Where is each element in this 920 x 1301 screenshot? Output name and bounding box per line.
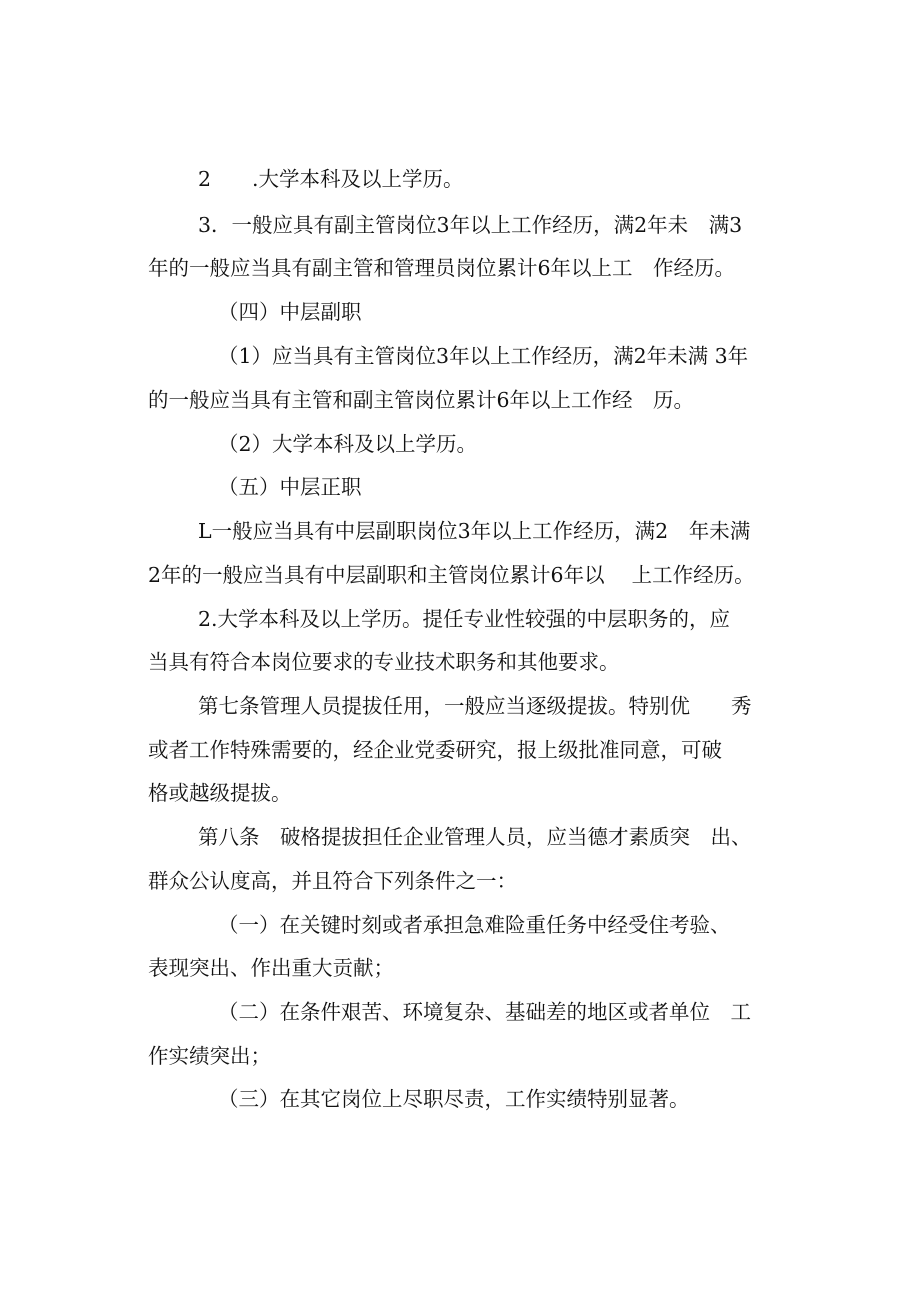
line-deputy-manager-experience: 3．一般应具有副主管岗位3年以上工作经历，满2年未 满3 (198, 213, 743, 237)
article-7-line-1: 第七条管理人员提拔任用，一般应当逐级提拔。特别优 秀 (198, 694, 752, 718)
line-middle-head-degree: 2.大学本科及以上学历。提任专业性较强的中层职务的，应 (198, 607, 731, 631)
condition-3-line-1: （三）在其它岗位上尽职尽责，工作实绩特别显著。 (218, 1087, 690, 1111)
section-heading-middle-head: （五）中层正职 (218, 475, 362, 499)
article-7-line-2: 或者工作特殊需要的，经企业党委研究，报上级批准同意，可破 (148, 738, 722, 762)
line-middle-head-degree-cont: 当具有符合本岗位要求的专业技术职务和其他要求。 (148, 650, 620, 674)
line-middle-deputy-experience-cont: 的一般应当具有主管和副主管岗位累计6年以上工作经 历。 (148, 388, 695, 412)
line-middle-deputy-experience: （1）应当具有主管岗位3年以上工作经历，满2年未满 3年 (218, 344, 749, 368)
article-7-line-3: 格或越级提拔。 (148, 781, 292, 805)
condition-2-line-1: （二）在条件艰苦、环境复杂、基础差的地区或者单位 工 (218, 1000, 751, 1024)
line-degree-requirement-1: 2 .大学本科及以上学历。 (198, 167, 464, 191)
line-deputy-manager-experience-cont: 年的一般应当具有副主管和管理员岗位累计6年以上工 作经历。 (148, 256, 736, 280)
condition-1-line-2: 表现突出、作出重大贡献； (148, 956, 394, 980)
condition-1-line-1: （一）在关键时刻或者承担急难险重任务中经受住考验、 (218, 913, 731, 937)
line-middle-head-experience: L一般应当具有中层副职岗位3年以上工作经历，满2 年未满 (198, 519, 751, 543)
article-8-line-2: 群众公认度高，并且符合下列条件之一： (148, 869, 517, 893)
condition-2-line-2: 作实绩突出； (148, 1044, 271, 1068)
line-middle-deputy-degree: （2）大学本科及以上学历。 (218, 432, 478, 456)
line-middle-head-experience-cont: 2年的一般应当具有中层副职和主管岗位累计6年以 上工作经历。 (148, 563, 755, 587)
section-heading-middle-deputy: （四）中层副职 (218, 300, 362, 324)
article-8-line-1: 第八条 破格提拔担任企业管理人员，应当德才素质突 出、 (198, 825, 752, 849)
